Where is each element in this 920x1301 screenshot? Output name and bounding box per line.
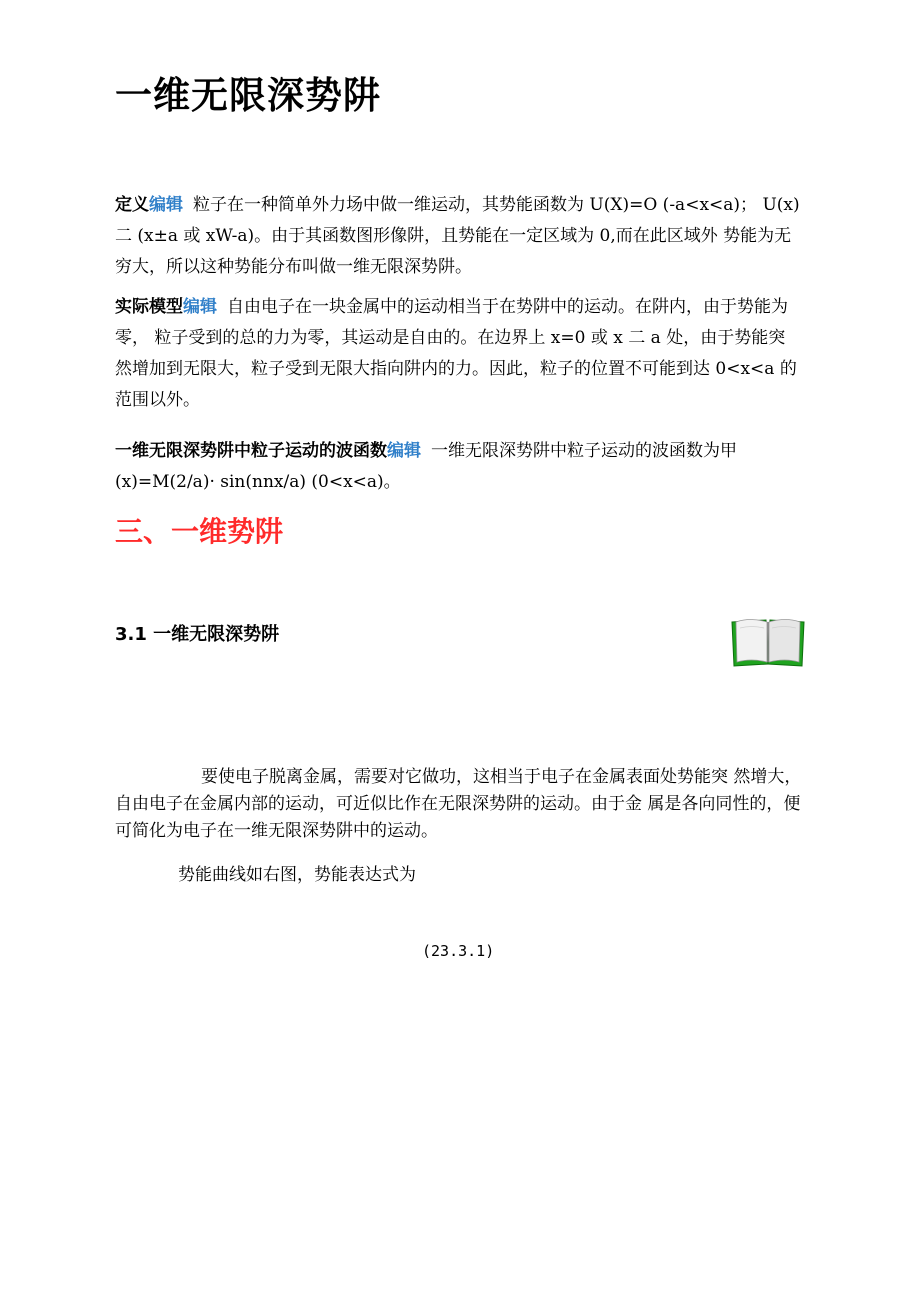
- wavefunction-text: 一维无限深势阱中粒子运动的波函数为甲(x)=M(2/a)· sin(nnx/a) (0<x<a)。: [115, 441, 737, 492]
- body-paragraph-2: 势能曲线如右图，势能表达式为: [178, 865, 416, 885]
- page-title: 一维无限深势阱: [115, 74, 381, 117]
- book-icon: [730, 616, 806, 668]
- wavefunction-paragraph: [115, 436, 805, 498]
- equation-number: (23.3.1): [422, 942, 495, 960]
- wavefunction-label: 一维无限深势阱中粒子运动的波函数: [115, 441, 387, 461]
- definition-edit-link[interactable]: 编辑: [149, 195, 183, 215]
- wavefunction-edit-link[interactable]: 编辑: [387, 441, 421, 461]
- subsection-heading: 3.1 一维无限深势阱: [115, 624, 280, 645]
- definition-text: 粒子在一种简单外力场中做一维运动，其势能函数为 U(X)=O (-a<x<a)； U(x)二 (x±a 或 xW-a)。由于其函数图形像阱，且势能在一定区域为 0,而在此区域外 势能为无穷大，所以这种势能分布叫做一维无限深势阱。: [115, 195, 800, 277]
- definition-label: 定义: [115, 195, 149, 215]
- model-paragraph: [115, 292, 805, 416]
- model-label: 实际模型: [115, 297, 183, 317]
- model-edit-link[interactable]: 编辑: [183, 297, 217, 317]
- model-text: 自由电子在一块金属中的运动相当于在势阱中的运动。在阱内，由于势能为零， 粒子受到的总的力为零，其运动是自由的。在边界上 x=0 或 x 二 a 处，由于势能突 然增加到无限大，粒子受到无限大指向阱内的力。因此，粒子的位置不可能到达 0<x<a 的范围以外。: [115, 297, 797, 410]
- definition-paragraph: [115, 190, 805, 283]
- body-paragraph-1: 要使电子脱离金属，需要对它做功，这相当于电子在金属表面处势能突 然增大，自由电子在金属内部的运动，可近似比作在无限深势阱的运动。由于金 属是各向同性的，便可简化为电子在一维无限深势阱中的运动。: [115, 767, 802, 841]
- section-heading: 三、一维势阱: [115, 515, 284, 548]
